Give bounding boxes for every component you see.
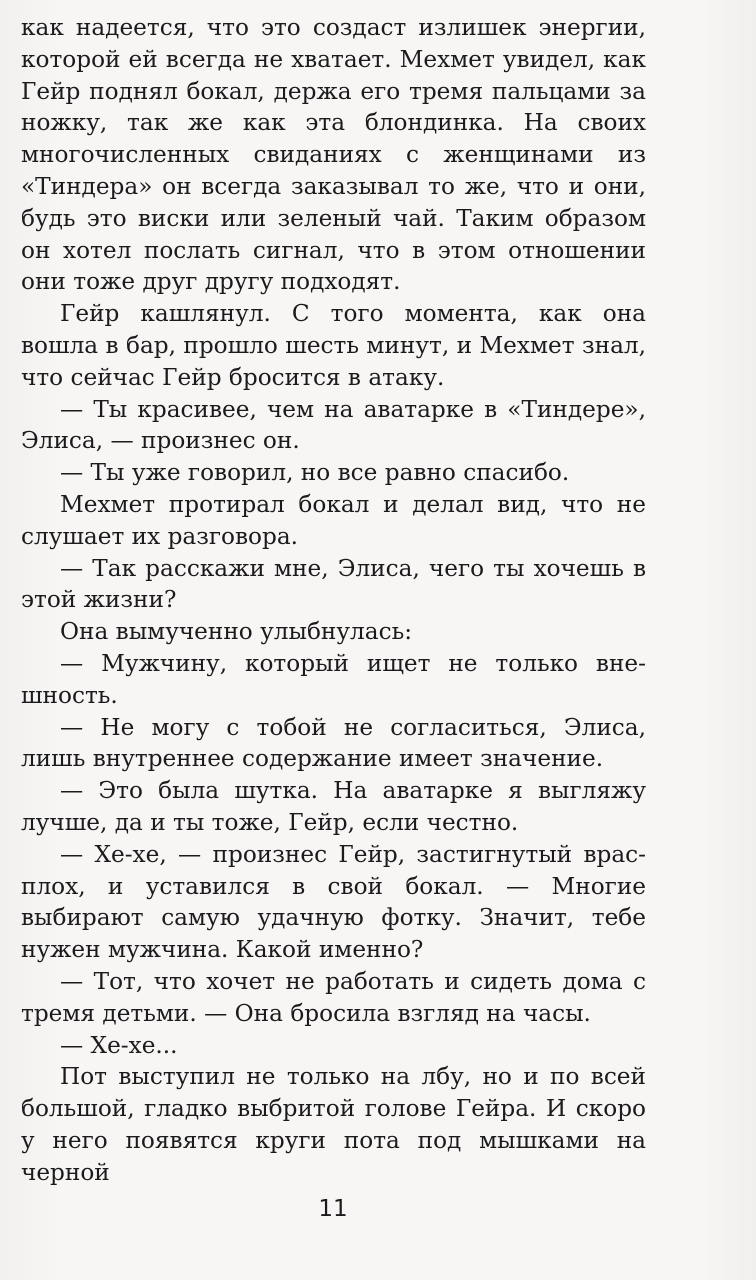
- paragraph-3: — Ты красивее, чем на аватарке в «Тиндере», Элиса, — произнес он.: [21, 395, 646, 455]
- paragraph-6: — Так расскажи мне, Элиса, чего ты хочешь в этой жизни?: [21, 554, 646, 614]
- body-text: [21, 12, 646, 1188]
- paragraph-12: — Тот, что хочет не работать и сидеть дома с тремя детьми. — Она бросила взгляд на часы.: [21, 967, 646, 1027]
- paragraph-11: — Хе-хе, — произнес Гейр, застигнутый врасплох, и уставился в свой бокал. — Многие выбирают самую удачную фотку. Значит, тебе нужен мужчина. Какой именно?: [21, 840, 646, 964]
- paragraph-14: Пот выступил не только на лбу, но и по всей большой, гладко выбритой голове Гейра. И скоро у него появятся круги пота под мышками на черной: [21, 1063, 646, 1186]
- page-number: 11: [318, 1196, 348, 1222]
- paragraph-4: — Ты уже говорил, но все равно спасибо.: [60, 459, 570, 487]
- paragraph-1: как надеется, что это создаст излишек энергии, которой ей всегда не хватает. Мехмет увидел, как Гейр поднял бокал, держа его тремя пальцами за ножку, так же как эта блондинка. На своих многочисленных свиданиях с женщинами из «Тиндера» он всегда заказывал то же, что и они, будь это виски или зеленый чай. Таким образом он хотел послать сигнал, что в этом отношении они тоже друг другу подходят.: [21, 14, 646, 296]
- paragraph-2: Гейр кашлянул. С того момента, как она вошла в бар, прошло шесть минут, и Мехмет знал, что сейчас Гейр бросится в атаку.: [21, 300, 646, 391]
- paragraph-5: Мехмет протирал бокал и делал вид, что не слушает их разговора.: [21, 490, 646, 550]
- paragraph-8: — Мужчину, который ищет не только внешность.: [21, 649, 646, 709]
- paragraph-13: — Хе-хе...: [60, 1031, 178, 1059]
- paragraph-10: — Это была шутка. На аватарке я выгляжу лучше, да и ты тоже, Гейр, если честно.: [21, 777, 646, 836]
- paragraph-9: — Не могу с тобой не согласиться, Элиса, лишь внутреннее содержание имеет значение.: [21, 713, 646, 773]
- paragraph-7: Она вымученно улыбнулась:: [60, 618, 413, 646]
